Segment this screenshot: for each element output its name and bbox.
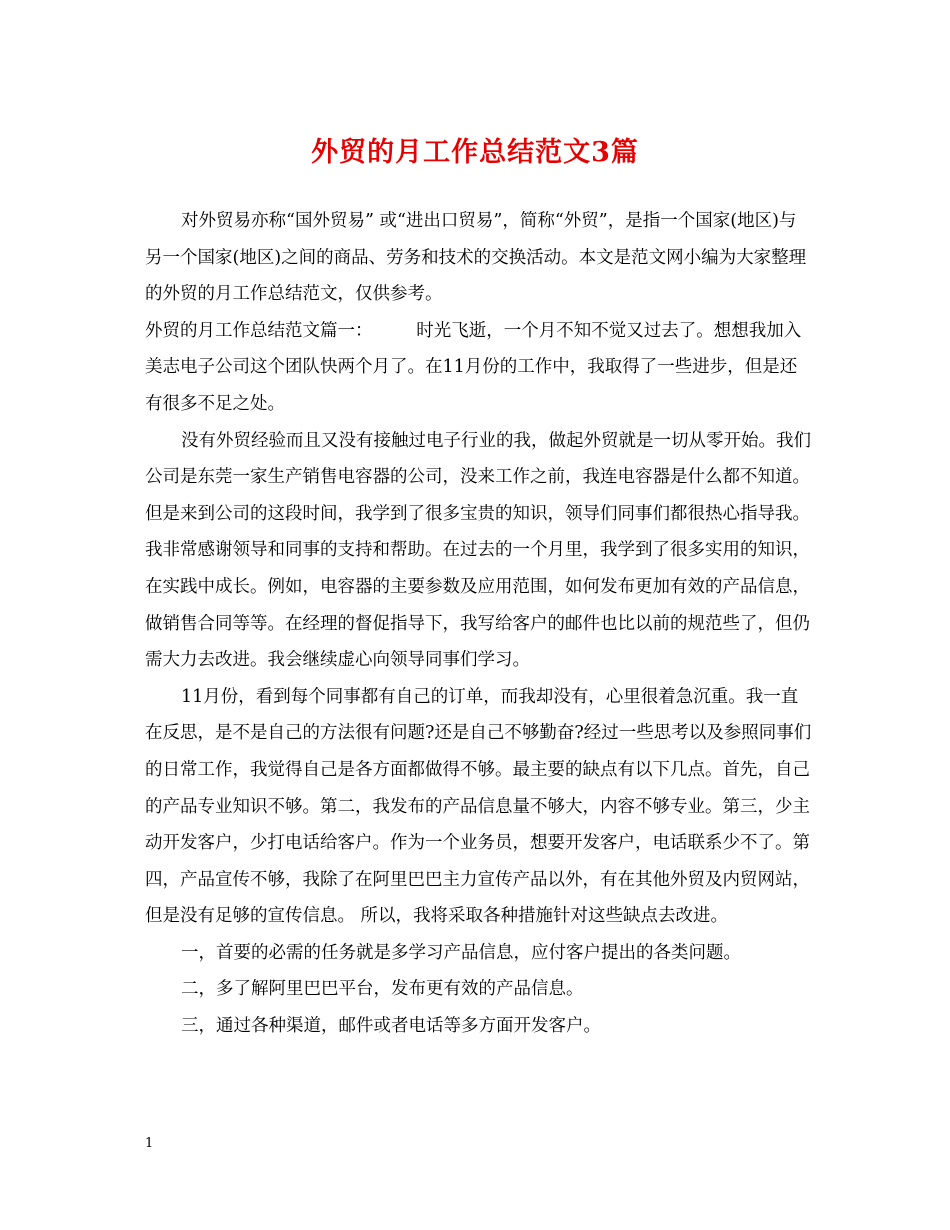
- paragraph-experience: 没有外贸经验而且又没有接触过电子行业的我，做起外贸就是一切从零开始。我们公司是东莞一家生产销售电容器的公司，没来工作之前，我连电容器是什么都不知道。但是来到公司的这段时间，我学到了很多宝贵的知识，领导们同事们都很热心指导我。我非常感谢领导和同事的支持和帮助。在过去的一个月里，我学到了很多实用的知识，在实践中成长。例如，电容器的主要参数及应用范围，如何发布更加有效的产品信息，做销售合同等等。在经理的督促指导下，我写给客户的邮件也比以前的规范些了，但仍需大力去改进。我会继续虚心向领导同事们学习。: [145, 430, 811, 671]
- list-item-three: 三，通过各种渠道，邮件或者电话等多方面开发客户。: [181, 1016, 601, 1037]
- document-body: [145, 203, 813, 1045]
- paragraph-november-reflection: 11月份，看到每个同事都有自己的订单，而我却没有，心里很着急沉重。我一直在反思，是不是自己的方法很有问题?还是自己不够勤奋?经过一些思考以及参照同事们的日常工作，我觉得自己是各方面都做得不够。最主要的缺点有以下几点。首先，自己的产品专业知识不够。第二，我发布的产品信息量不够大，内容不够专业。第三，少主动开发客户，少打电话给客户。作为一个业务员，想要开发客户，电话联系少不了。第四，产品宣传不够，我除了在阿里巴巴主力宣传产品以外，有在其他外贸及内贸网站，但是没有足够的宣传信息。 所以，我将采取各种措施针对这些缺点去改进。: [145, 686, 812, 927]
- paragraph-intro: 对外贸易亦称“国外贸易” 或“进出口贸易”，简称“外贸”，是指一个国家(地区)与另一个国家(地区)之间的商品、劳务和技术的交换活动。本文是范文网小编为大家整理的外贸的月工作总结范文，仅供参考。: [145, 211, 807, 305]
- list-item-two: 二，多了解阿里巴巴平台，发布更有效的产品信息。: [181, 979, 584, 1000]
- page-number: 1: [145, 1136, 154, 1151]
- document-title: 外贸的月工作总结范文3篇: [311, 137, 639, 168]
- list-item-one: 一，首要的必需的任务就是多学习产品信息，应付客户提出的各类问题。: [181, 942, 741, 963]
- paragraph-section-one-start: 外贸的月工作总结范文篇一： 时光飞逝，一个月不知不觉又过去了。想想我加入美志电子公司这个团队快两个月了。在11月份的工作中，我取得了一些进步，但是还有很多不足之处。: [145, 320, 802, 414]
